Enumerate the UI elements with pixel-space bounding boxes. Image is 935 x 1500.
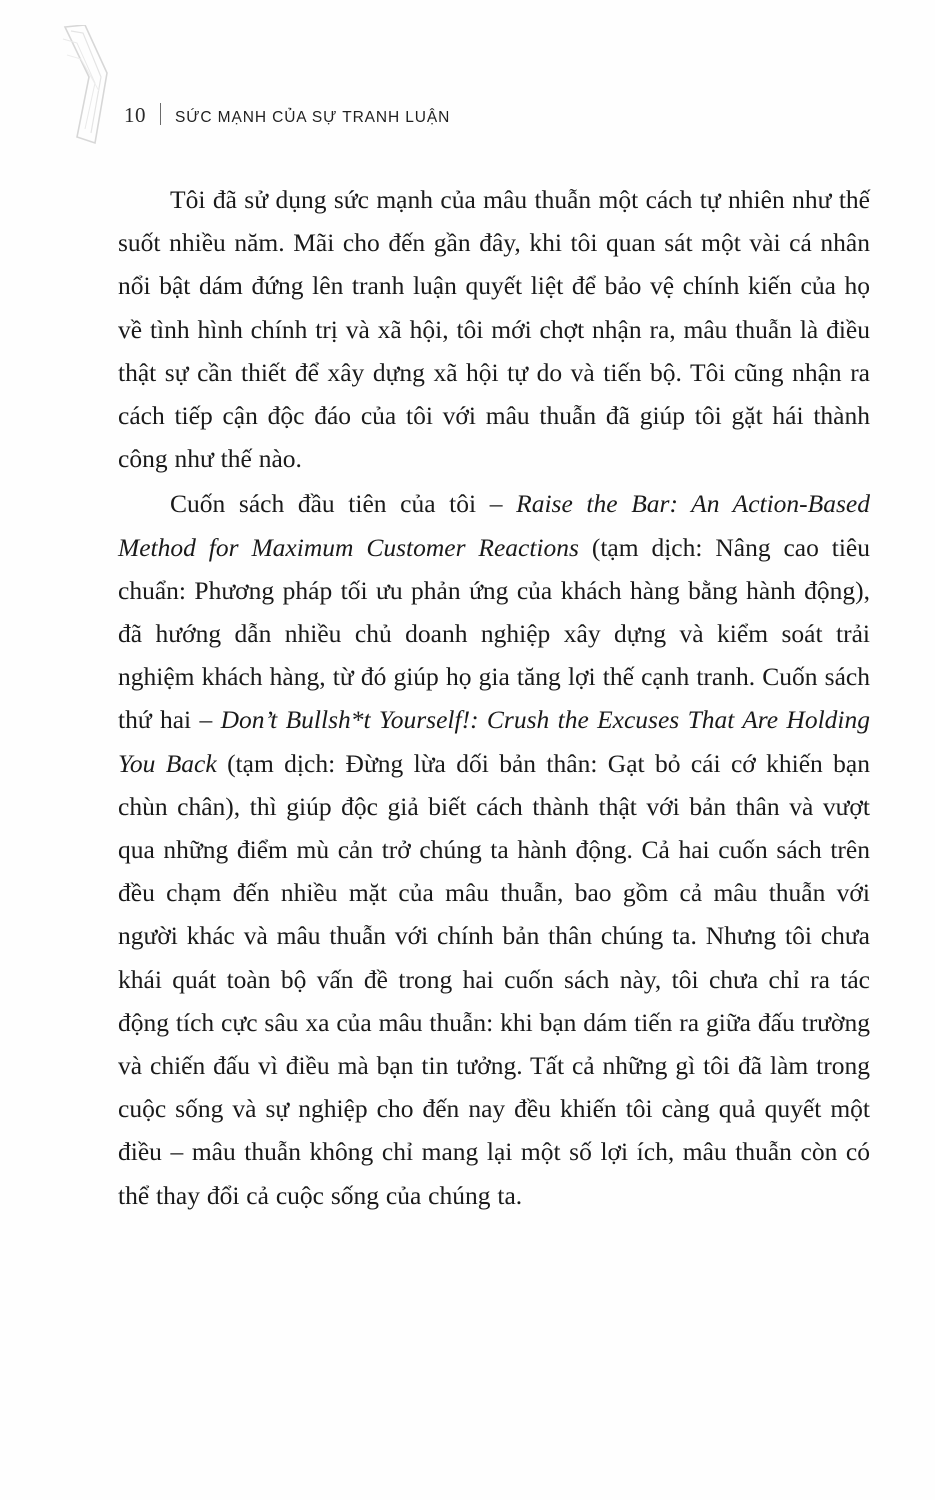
book-title-dont-bullshit-yourself: Don’t Bullsh*t Yourself!: Crush the Excuses That Are Holding You Back <box>118 705 870 778</box>
book-title-raise-the-bar: Raise the Bar: An Action-Based Method for Maximum Customer Reactions <box>118 489 870 562</box>
paragraph-2 <box>118 482 870 1216</box>
paragraph-2-segment-1: Cuốn sách đầu tiên của tôi – <box>170 489 517 519</box>
page-edge-shadow-icon <box>55 25 115 145</box>
vertical-rule-icon <box>160 103 161 125</box>
page-number: 10 <box>124 103 146 127</box>
body-text-column <box>118 178 870 1219</box>
paragraph-2-segment-2: (tạm dịch: Nâng cao tiêu chuẩn: Phương pháp tối ưu phản ứng của khách hàng bằng hành động), đã hướng dẫn nhiều chủ doanh nghiệp xây dựng và kiểm soát trải nghiệm khách hàng, từ đó giúp họ gia tăng lợi thế cạnh tranh. Cuốn sách thứ hai – <box>118 532 871 735</box>
running-title: SỨC MẠNH CỦA SỰ TRANH LUẬN <box>175 109 451 126</box>
paragraph-2-segment-3: (tạm dịch: Đừng lừa dối bản thân: Gạt bỏ cái cớ khiến bạn chùn chân), thì giúp độc giả biết cách thành thật với bản thân và vượt qua những điểm mù cản trở chúng ta hành động. Cả hai cuốn sách trên đều chạm đến nhiều mặt của mâu thuẫn, bao gồm cả mâu thuẫn với người khác và mâu thuẫn với chính bản thân chúng ta. Nhưng tôi chưa khái quát toàn bộ vấn đề trong hai cuốn sách này, tôi chưa chỉ ra tác động tích cực sâu xa của mâu thuẫn: khi bạn dám tiến ra giữa đấu trường và chiến đấu vì điều mà bạn tin tưởng. Tất cả những gì tôi đã làm trong cuộc sống và sự nghiệp cho đến nay đều khiến tôi càng quả quyết một điều – mâu thuẫn không chỉ mang lại một số lợi ích, mâu thuẫn còn có thể thay đổi cả cuộc sống của chúng ta. <box>118 748 870 1210</box>
page-header <box>124 100 450 128</box>
paragraph-1: Tôi đã sử dụng sức mạnh của mâu thuẫn một cách tự nhiên như thế suốt nhiều năm. Mãi cho đến gần đây, khi tôi quan sát một vài cá nhân nổi bật dám đứng lên tranh luận quyết liệt để bảo vệ chính kiến của họ về tình hình chính trị và xã hội, tôi mới chợt nhận ra, mâu thuẫn là điều thật sự cần thiết để xây dựng xã hội tự do và tiến bộ. Tôi cũng nhận ra cách tiếp cận độc đáo của tôi với mâu thuẫn đã giúp tôi gặt hái thành công như thế nào. <box>118 185 870 474</box>
